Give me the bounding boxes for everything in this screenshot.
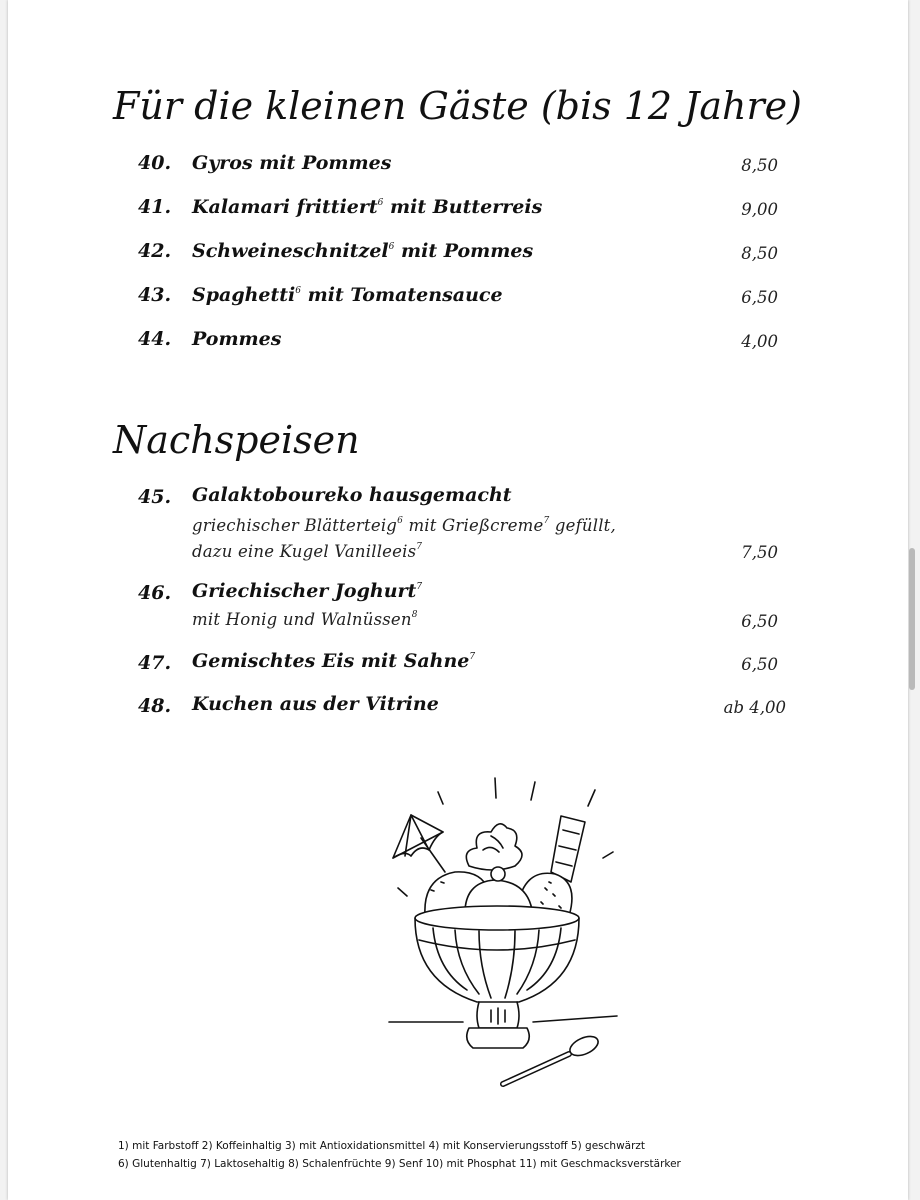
item-price: 6,50 [741,655,778,674]
allergen-ref: 7 [469,652,476,662]
item-number: 45. [138,486,172,508]
item-number: 43. [138,284,172,306]
item-price: ab 4,00 [723,698,786,717]
allergen-footnote-line-2: 6) Glutenhaltig 7) Laktosehaltig 8) Schalenfrüchte 9) Senf 10) mit Phosphat 11) mit Geschmacksverstärker [118,1158,681,1170]
item-name: Galaktoboureko hausgemacht [192,484,512,506]
item-price: 8,50 [741,156,778,175]
item-name: Griechischer Joghurt$^7$ [192,580,423,602]
item-price: 6,50 [741,288,778,307]
item-name: Kuchen aus der Vitrine [192,693,439,715]
item-number: 41. [138,196,172,218]
item-name: Pommes [192,328,282,350]
item-number: 46. [138,582,172,604]
scrollbar-thumb[interactable] [909,548,915,690]
item-price: 4,00 [741,332,778,351]
item-number: 48. [138,695,172,717]
allergen-ref: 6 [377,198,384,208]
item-number: 42. [138,240,172,262]
allergen-ref: 6 [388,242,395,252]
ice-cream-sundae-icon [383,770,618,1095]
menu-page [8,0,908,1200]
item-name: Gyros mit Pommes [192,152,392,174]
item-description: mit Honig und Walnüssen$^8$ [192,610,418,629]
allergen-ref: 7 [416,582,423,592]
item-name: Kalamari frittiert$^6$ mit Butterreis [192,196,543,218]
item-name: Gemischtes Eis mit Sahne$^7$ [192,650,476,672]
kids-section-title: Für die kleinen Gäste (bis 12 Jahre) [113,84,802,128]
item-number: 44. [138,328,172,350]
item-price: 6,50 [741,612,778,631]
item-price: 7,50 [741,543,778,562]
item-description: griechischer Blätterteig$^6$ mit Grießcreme$^7$ gefüllt, [192,516,616,535]
allergen-footnote-line-1: 1) mit Farbstoff 2) Koffeinhaltig 3) mit Antioxidationsmittel 4) mit Konservierungsstoff 5) geschwärzt [118,1140,646,1152]
item-price: 9,00 [741,200,778,219]
item-price: 8,50 [741,244,778,263]
item-number: 47. [138,652,172,674]
desserts-section-title: Nachspeisen [113,418,360,462]
item-name: Spaghetti$^6$ mit Tomatensauce [192,284,503,306]
item-number: 40. [138,152,172,174]
item-description: dazu eine Kugel Vanilleeis$^7$ [192,542,423,561]
item-name: Schweineschnitzel$^6$ mit Pommes [192,240,534,262]
allergen-ref: 6 [295,286,302,296]
